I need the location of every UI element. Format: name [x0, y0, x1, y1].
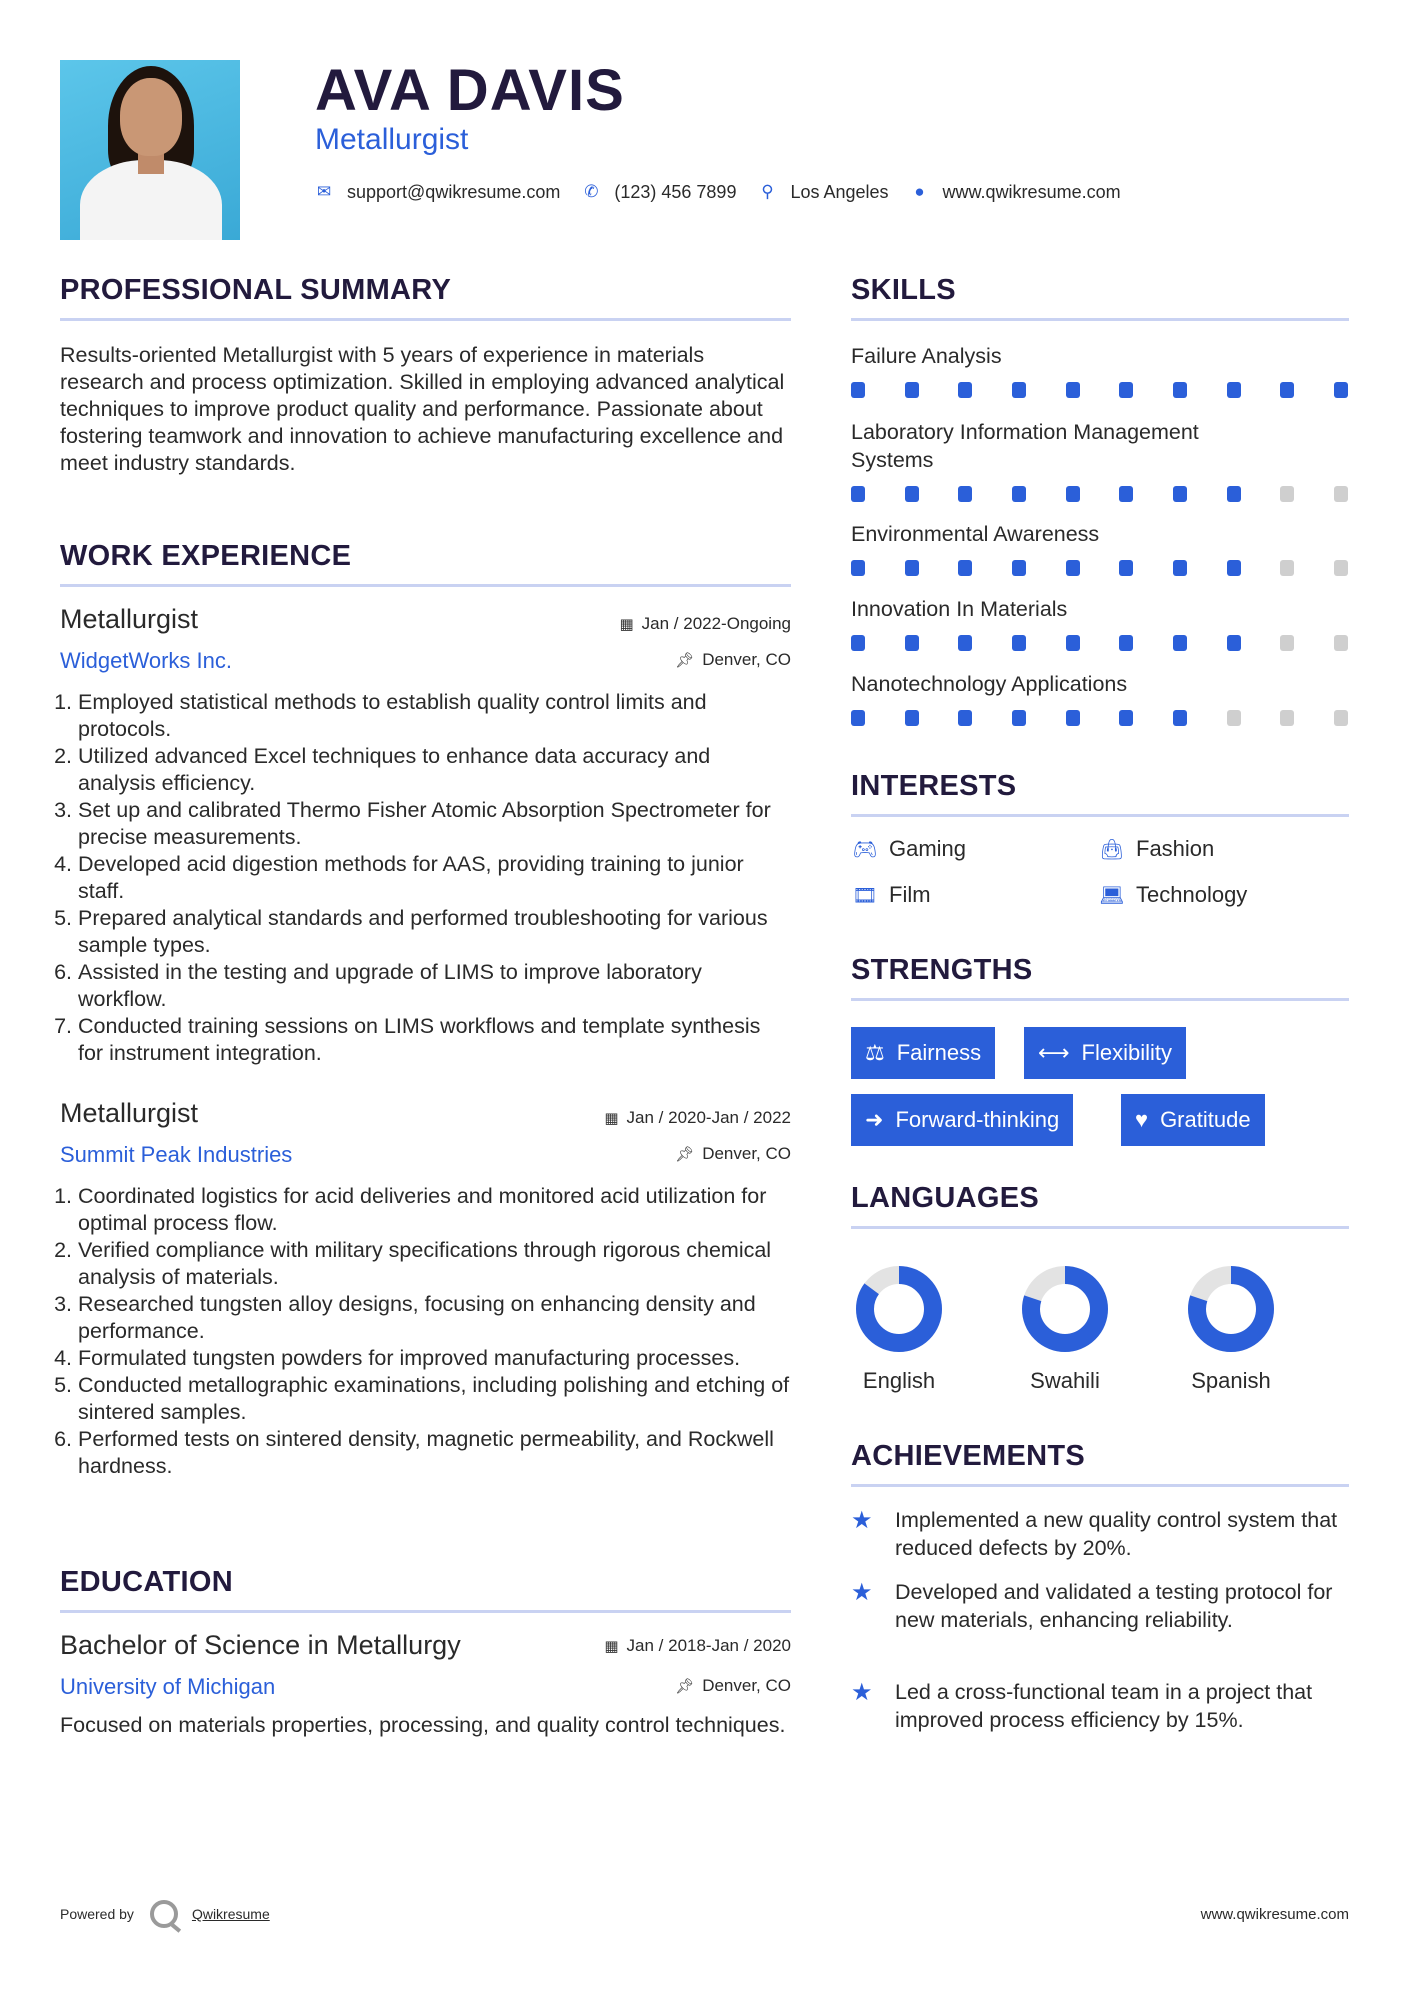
footer-powered-by: Powered by Qwikresume — [60, 1900, 270, 1928]
rating-dot-filled — [1173, 635, 1187, 651]
strengths-divider — [851, 998, 1349, 1001]
rating-dot-filled — [958, 486, 972, 502]
language-donut — [1020, 1264, 1110, 1354]
skill-rating — [851, 560, 1348, 576]
pin-icon: 📌︎ — [675, 1146, 695, 1163]
star-icon: ★ — [851, 1679, 873, 1706]
list-item: 6. Assisted in the testing and upgrade of LIMS to improve laboratory workflow. — [78, 959, 791, 1013]
rating-dot-filled — [905, 710, 919, 726]
list-item: 2. Utilized advanced Excel techniques to enhance data accuracy and analysis efficiency. — [78, 743, 791, 797]
job-location: 📌︎ Denver, CO — [675, 650, 791, 669]
achievement-item: ★ Implemented a new quality control system that reduced defects by 20%. — [851, 1507, 1338, 1560]
skill-rating — [851, 635, 1348, 651]
rating-dot-filled — [1227, 635, 1241, 651]
star-icon: ★ — [851, 1579, 873, 1606]
rating-dot-filled — [1173, 560, 1187, 576]
rating-dot-filled — [1227, 560, 1241, 576]
education-text: Focused on materials properties, processing, and quality control techniques. — [60, 1713, 786, 1737]
heart-icon: ♥ — [1135, 1107, 1149, 1132]
contact-email[interactable]: ✉ support@qwikresume.com — [316, 181, 561, 202]
skill-name: Environmental Awareness — [851, 522, 1100, 546]
interest-item: 🎮︎ Gaming — [852, 836, 967, 861]
skill-name: Innovation In Materials — [851, 597, 1068, 621]
laptop-icon: 💻︎ — [1099, 884, 1125, 907]
achievement-item: ★ Developed and validated a testing protocol for new materials, enhancing reliability. — [851, 1579, 1333, 1632]
language-item — [1005, 1264, 1125, 1394]
list-item: 1. Employed statistical methods to establish quality control limits and protocols. — [78, 689, 791, 743]
summary-heading: PROFESSIONAL SUMMARY — [60, 274, 452, 306]
skills-divider — [851, 318, 1349, 321]
rating-dot-filled — [905, 382, 919, 398]
calendar-icon: ▦ — [604, 1110, 619, 1127]
candidate-name: AVA DAVIS — [315, 58, 625, 123]
rating-dot-empty — [1227, 710, 1241, 726]
rating-dot-empty — [1280, 560, 1294, 576]
contact-website[interactable]: ● www.qwikresume.com — [911, 182, 1121, 203]
rating-dot-filled — [851, 635, 865, 651]
language-item — [839, 1264, 959, 1394]
rating-dot-filled — [958, 560, 972, 576]
language-donut — [854, 1264, 944, 1354]
list-item: 4. Developed acid digestion methods for AAS, providing training to junior staff. — [78, 851, 791, 905]
degree-title: Bachelor of Science in Metallurgy — [60, 1630, 461, 1660]
rating-dot-empty — [1334, 486, 1348, 502]
rating-dot-filled — [958, 710, 972, 726]
education-location: 📌︎ Denver, CO — [675, 1676, 791, 1695]
work-divider — [60, 584, 791, 587]
skill-rating — [851, 486, 1348, 502]
languages-heading: LANGUAGES — [851, 1182, 1039, 1214]
gamepad-icon: 🎮︎ — [852, 838, 878, 861]
school-name: University of Michigan — [60, 1674, 276, 1699]
rating-dot-filled — [851, 382, 865, 398]
rating-dot-filled — [1227, 382, 1241, 398]
rating-dot-empty — [1280, 635, 1294, 651]
summary-text: Results-oriented Metallurgist with 5 years of experience in materials research and process optimization. Skilled in employing advanced analytical techniques to improve product quality and performance. Passionate about fostering teamwork and innovation to achieve manufacturing excellence and meet industry standards. — [60, 343, 785, 475]
pin-icon: 📌︎ — [675, 652, 695, 669]
rating-dot-empty — [1334, 635, 1348, 651]
language-item — [1171, 1264, 1291, 1394]
interest-item: 🎞︎ Film — [852, 882, 931, 907]
interests-heading: INTERESTS — [851, 770, 1017, 802]
strength-badge: ➜ Forward-thinking — [851, 1094, 1073, 1146]
balance-scale-icon: ⚖ — [865, 1040, 885, 1065]
rating-dot-filled — [1012, 382, 1026, 398]
map-marker-icon: ⚲ — [761, 182, 774, 201]
star-icon: ★ — [851, 1507, 873, 1534]
rating-dot-filled — [905, 635, 919, 651]
rating-dot-filled — [1119, 560, 1133, 576]
job-location: 📌︎ Denver, CO — [675, 1144, 791, 1163]
footer-brand-link[interactable]: Qwikresume — [191, 1906, 270, 1922]
education-divider — [60, 1610, 791, 1613]
strength-badge: ⟷ Flexibility — [1024, 1027, 1186, 1079]
rating-dot-filled — [851, 710, 865, 726]
rating-dot-filled — [1173, 486, 1187, 502]
globe-icon: ● — [914, 182, 925, 201]
rating-dot-filled — [1173, 710, 1187, 726]
rating-dot-filled — [1012, 560, 1026, 576]
rating-dot-filled — [1012, 710, 1026, 726]
rating-dot-filled — [1066, 635, 1080, 651]
rating-dot-empty — [1334, 710, 1348, 726]
list-item: 4. Formulated tungsten powders for improved manufacturing processes. — [78, 1345, 791, 1372]
education-heading: EDUCATION — [60, 1566, 233, 1598]
interest-item: 👜︎ Fashion — [1099, 836, 1215, 861]
education-dates: ▦ Jan / 2018-Jan / 2020 — [604, 1636, 791, 1655]
job-dates: ▦ Jan / 2022-Ongoing — [619, 614, 791, 633]
languages-divider — [851, 1226, 1349, 1229]
rating-dot-filled — [1119, 486, 1133, 502]
footer-url[interactable]: www.qwikresume.com — [1200, 1906, 1349, 1923]
summary-divider — [60, 318, 791, 321]
calendar-icon: ▦ — [619, 616, 634, 633]
skill-name: Laboratory Information Management Systems — [851, 420, 1199, 472]
list-item: 7. Conducted training sessions on LIMS workflows and template synthesis for instrument integration. — [78, 1013, 791, 1067]
achievement-item: ★ Led a cross-functional team in a project that improved process efficiency by 15%. — [851, 1679, 1313, 1732]
work-heading: WORK EXPERIENCE — [60, 540, 352, 572]
skills-heading: SKILLS — [851, 274, 956, 306]
rating-dot-filled — [1227, 486, 1241, 502]
rating-dot-filled — [905, 486, 919, 502]
rating-dot-filled — [905, 560, 919, 576]
job-duties-list — [60, 689, 791, 1067]
interests-divider — [851, 814, 1349, 817]
job-title: Metallurgist — [60, 1098, 199, 1128]
list-item: 3. Researched tungsten alloy designs, focusing on enhancing density and performance. — [78, 1291, 791, 1345]
interest-item: 💻︎ Technology — [1099, 882, 1248, 907]
rating-dot-filled — [1066, 486, 1080, 502]
list-item: 2. Verified compliance with military specifications through rigorous chemical analysis of materials. — [78, 1237, 791, 1291]
pin-icon: 📌︎ — [675, 1678, 695, 1695]
rating-dot-filled — [1173, 382, 1187, 398]
rating-dot-empty — [1280, 710, 1294, 726]
skill-name: Nanotechnology Applications — [851, 672, 1128, 696]
list-item: 1. Coordinated logistics for acid deliveries and monitored acid utilization for optimal process flow. — [78, 1183, 791, 1237]
rating-dot-filled — [1119, 635, 1133, 651]
rating-dot-filled — [1012, 486, 1026, 502]
list-item: 5. Conducted metallographic examinations, including polishing and etching of sintered samples. — [78, 1372, 791, 1426]
arrows-horizontal-icon: ⟷ — [1038, 1040, 1070, 1065]
language-name: Swahili — [1030, 1368, 1100, 1393]
rating-dot-empty — [1280, 486, 1294, 502]
job-dates: ▦ Jan / 2020-Jan / 2022 — [604, 1108, 791, 1127]
strengths-heading: STRENGTHS — [851, 954, 1033, 986]
envelope-icon: ✉ — [316, 182, 332, 201]
rating-dot-filled — [1066, 710, 1080, 726]
language-name: English — [862, 1368, 936, 1393]
rating-dot-filled — [1119, 382, 1133, 398]
language-donut — [1186, 1264, 1276, 1354]
skill-rating — [851, 710, 1348, 726]
rating-dot-filled — [851, 486, 865, 502]
rating-dot-filled — [958, 382, 972, 398]
qwikresume-logo-icon — [150, 1900, 178, 1928]
contact-phone[interactable]: ✆ (123) 456 7899 — [584, 181, 737, 202]
list-item: 6. Performed tests on sintered density, magnetic permeability, and Rockwell hardness. — [78, 1426, 791, 1480]
rating-dot-filled — [1280, 382, 1294, 398]
job-duties-list — [60, 1183, 791, 1480]
rating-dot-empty — [1334, 560, 1348, 576]
skill-name: Failure Analysis — [851, 344, 1002, 368]
contact-location: ⚲ Los Angeles — [758, 182, 888, 203]
arrow-right-icon: ➜ — [865, 1107, 884, 1132]
shopping-bag-icon: 👜︎ — [1099, 838, 1125, 861]
rating-dot-filled — [851, 560, 865, 576]
job-title: Metallurgist — [60, 604, 199, 634]
skill-rating — [851, 382, 1348, 398]
rating-dot-filled — [958, 635, 972, 651]
strength-badge: ⚖ Fairness — [851, 1027, 995, 1079]
rating-dot-filled — [1334, 382, 1348, 398]
job-company: Summit Peak Industries — [60, 1142, 293, 1167]
achievements-divider — [851, 1484, 1349, 1487]
profile-photo — [60, 60, 240, 240]
rating-dot-filled — [1012, 635, 1026, 651]
contact-bar — [315, 178, 1143, 206]
film-icon: 🎞︎ — [852, 884, 878, 907]
strength-badge: ♥ Gratitude — [1121, 1094, 1265, 1146]
rating-dot-filled — [1066, 382, 1080, 398]
job-company: WidgetWorks Inc. — [60, 648, 232, 673]
phone-icon: ✆ — [584, 182, 599, 201]
calendar-icon: ▦ — [604, 1638, 619, 1655]
rating-dot-filled — [1119, 710, 1133, 726]
candidate-title: Metallurgist — [315, 123, 469, 156]
list-item: 3. Set up and calibrated Thermo Fisher Atomic Absorption Spectrometer for precise measurements. — [78, 797, 791, 851]
list-item: 5. Prepared analytical standards and performed troubleshooting for various sample types. — [78, 905, 791, 959]
achievements-heading: ACHIEVEMENTS — [851, 1440, 1086, 1472]
rating-dot-filled — [1066, 560, 1080, 576]
language-name: Spanish — [1191, 1368, 1271, 1393]
